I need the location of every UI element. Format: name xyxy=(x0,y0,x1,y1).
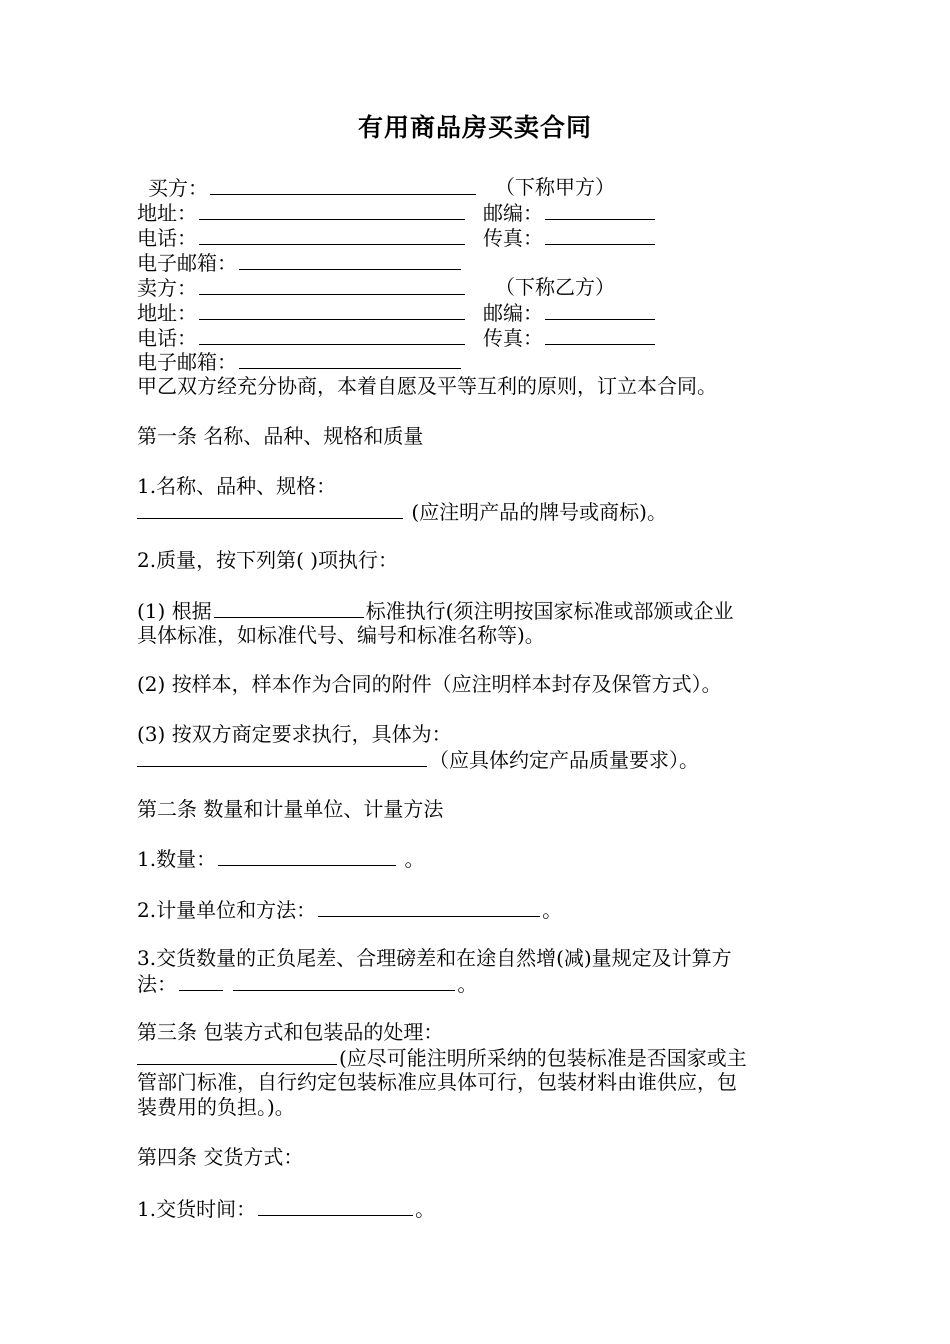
seller-line xyxy=(137,275,467,301)
fax-blank xyxy=(545,325,655,345)
option1-text: 标准执行(须注明按国家标准或部颁或企业 xyxy=(365,599,734,623)
article3-line1 xyxy=(137,1045,747,1071)
seller-fax-line xyxy=(483,325,657,351)
phone-blank xyxy=(199,225,465,245)
article1-option2: (2) 按样本，样本作为合同的附件（应注明样本封存及保管方式）。 xyxy=(137,672,722,696)
phone-label: 电话： xyxy=(137,226,197,250)
address-label: 地址： xyxy=(137,201,197,225)
unit-method-end: 。 xyxy=(542,898,563,922)
delivery-time-blank xyxy=(258,1196,413,1216)
article3-line2: 管部门标准，自行约定包装标准应具体可行，包装材料由谁供应，包 xyxy=(137,1070,737,1094)
buyer-line xyxy=(148,175,478,201)
article4-heading: 第四条 交货方式： xyxy=(137,1145,304,1169)
packaging-note: (应尽可能注明所采纳的包装标准是否国家或主 xyxy=(339,1046,747,1070)
seller-address-line xyxy=(137,300,467,326)
seller-phone-line xyxy=(137,325,467,351)
item3-label: 法： xyxy=(137,972,177,996)
item3-blank-long xyxy=(233,971,455,991)
article1-option1 xyxy=(137,598,734,624)
option3-blank xyxy=(137,747,427,767)
option3-note: （应具体约定产品质量要求）。 xyxy=(429,748,699,772)
address-label: 地址： xyxy=(137,301,197,325)
postcode-blank xyxy=(545,300,655,320)
item1-note: (应注明产品的牌号或商标)。 xyxy=(411,500,667,524)
phone-blank xyxy=(199,325,465,345)
seller-postcode-line xyxy=(483,300,657,326)
buyer-fax-line xyxy=(483,225,657,251)
buyer-postcode-line xyxy=(483,200,657,226)
email-label: 电子邮箱： xyxy=(137,251,237,275)
postcode-label: 邮编： xyxy=(483,301,543,325)
buyer-email-line xyxy=(137,250,463,276)
buyer-note: （下称甲方） xyxy=(495,175,615,199)
preamble: 甲乙双方经充分协商，本着自愿及平等互利的原则，订立本合同。 xyxy=(137,374,717,398)
address-blank xyxy=(199,300,465,320)
article2-item3-cont xyxy=(137,971,477,997)
phone-label: 电话： xyxy=(137,326,197,350)
article1-option3: (3) 按双方商定要求执行，具体为： xyxy=(137,722,452,746)
article3-line3: 装费用的负担。)。 xyxy=(137,1095,295,1119)
address-blank xyxy=(199,200,465,220)
item1-blank xyxy=(137,499,403,519)
buyer-address-line xyxy=(137,200,467,226)
article2-item2 xyxy=(137,897,562,923)
seller-blank xyxy=(199,275,465,295)
article1-item1-line xyxy=(137,499,667,525)
option1-blank xyxy=(214,598,364,618)
quantity-end: 。 xyxy=(404,847,425,871)
article2-heading: 第二条 数量和计量单位、计量方法 xyxy=(137,797,444,821)
unit-method-label: 2.计量单位和方法： xyxy=(137,898,317,922)
buyer-blank xyxy=(210,175,476,195)
unit-method-blank xyxy=(318,897,540,917)
buyer-label: 买方： xyxy=(148,176,208,200)
article2-item1 xyxy=(137,846,424,872)
delivery-time-label: 1.交货时间： xyxy=(137,1197,257,1221)
article1-item2: 2.质量，按下列第( )项执行： xyxy=(137,548,399,572)
article1-option1-cont: 具体标准，如标准代号、编号和标准名称等)。 xyxy=(137,623,545,647)
postcode-blank xyxy=(545,200,655,220)
article1-item1: 1.名称、品种、规格： xyxy=(137,474,337,498)
page-title: 有用商品房买卖合同 xyxy=(357,113,592,142)
fax-blank xyxy=(545,225,655,245)
item3-blank-short xyxy=(179,971,223,991)
article4-item1 xyxy=(137,1196,435,1222)
item3-end: 。 xyxy=(457,972,478,996)
seller-email-line xyxy=(137,349,463,375)
seller-note: （下称乙方） xyxy=(495,275,615,299)
email-blank xyxy=(239,349,461,369)
email-label: 电子邮箱： xyxy=(137,350,237,374)
article1-heading: 第一条 名称、品种、规格和质量 xyxy=(137,424,424,448)
buyer-phone-line xyxy=(137,225,467,251)
seller-label: 卖方： xyxy=(137,276,197,300)
option1-prefix: (1) 根据 xyxy=(137,599,212,623)
quantity-label: 1.数量： xyxy=(137,847,217,871)
article2-item3: 3.交货数量的正负尾差、合理磅差和在途自然增(减)量规定及计算方 xyxy=(137,946,732,970)
packaging-blank xyxy=(137,1045,337,1065)
delivery-time-end: 。 xyxy=(415,1197,436,1221)
fax-label: 传真： xyxy=(483,326,543,350)
fax-label: 传真： xyxy=(483,226,543,250)
email-blank xyxy=(239,250,461,270)
article1-option3-line xyxy=(137,747,699,773)
article3-heading: 第三条 包装方式和包装品的处理： xyxy=(137,1020,444,1044)
quantity-blank xyxy=(218,846,396,866)
postcode-label: 邮编： xyxy=(483,201,543,225)
